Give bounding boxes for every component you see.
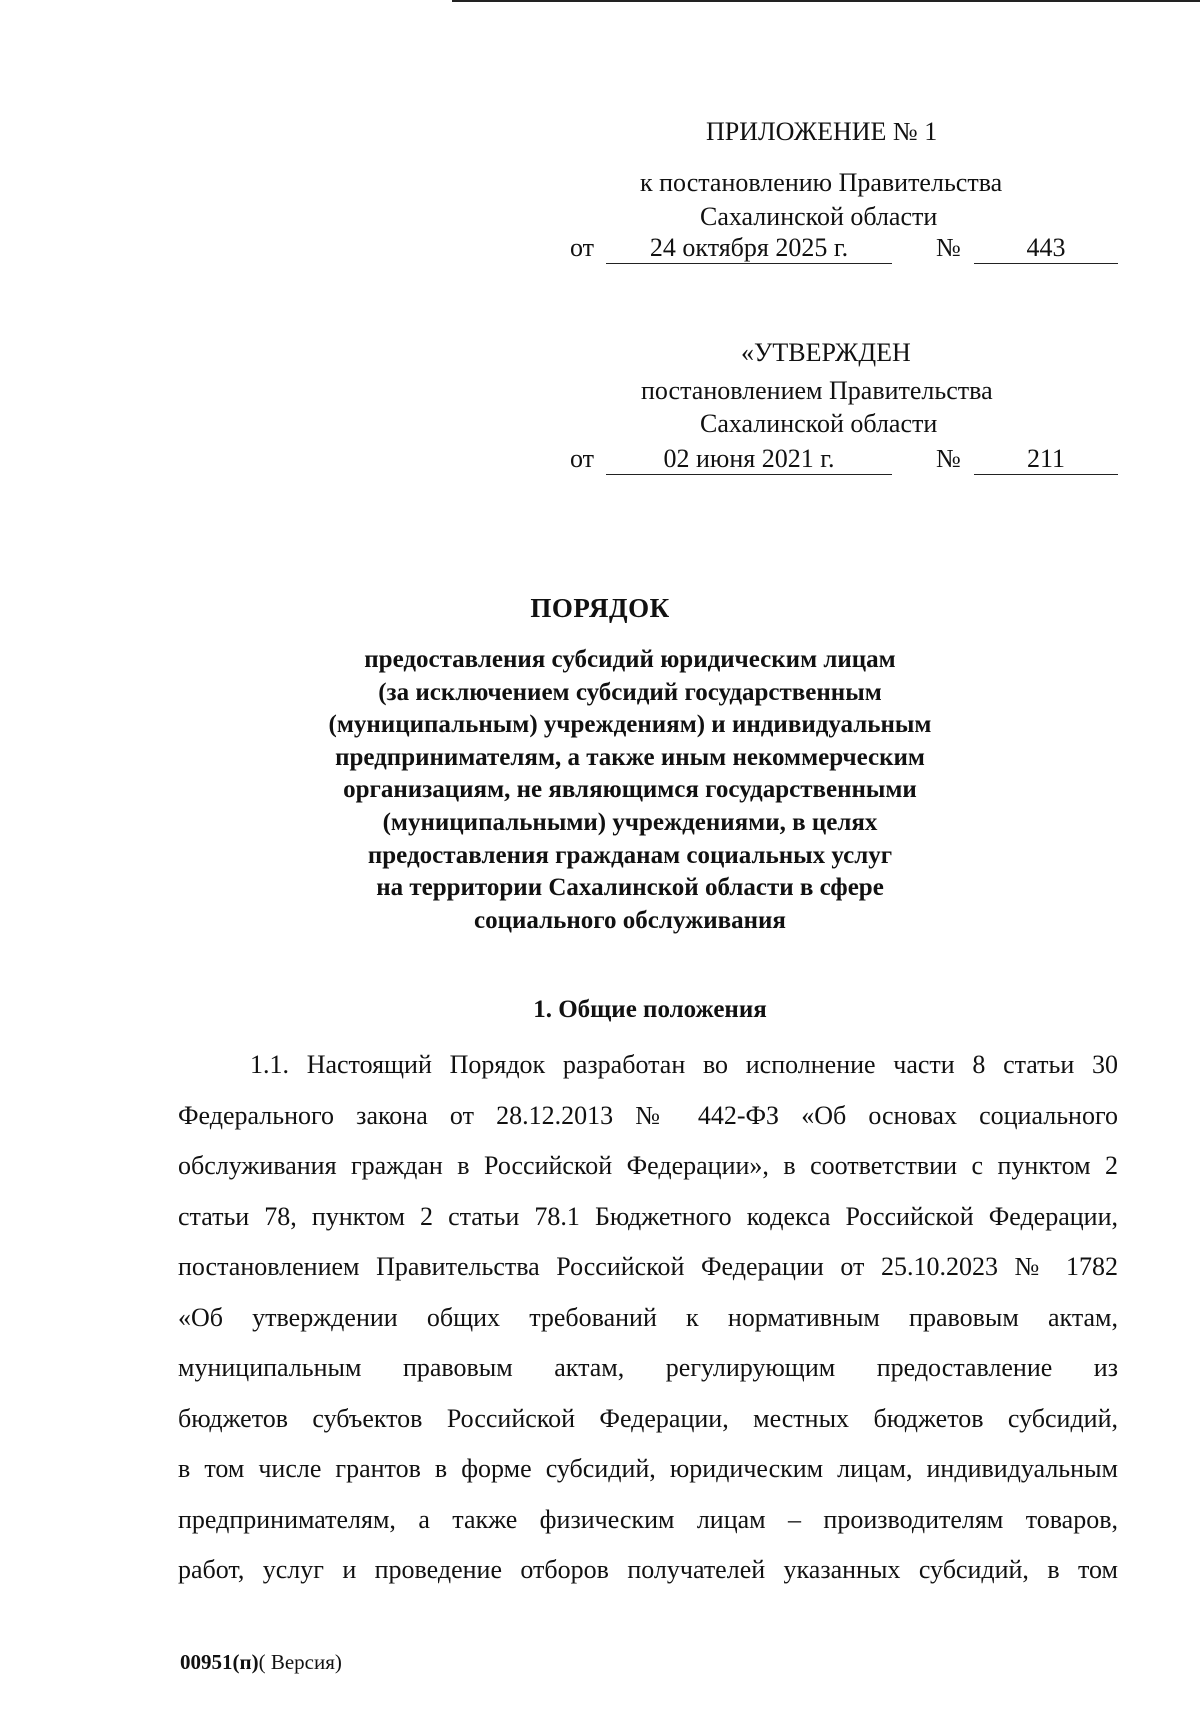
subtitle-line: социального обслуживания — [474, 906, 786, 934]
section-heading: 1. Общие положения — [533, 996, 767, 1023]
approved-line-1: постановлением Правительства — [641, 376, 993, 405]
from-label: от — [570, 233, 595, 262]
document-subtitle — [280, 644, 980, 937]
subtitle-line: (за исключением субсидий государственным — [378, 678, 882, 706]
resolution-line-1: к постановлению Правительства — [640, 168, 1003, 197]
approved-number: 211 — [974, 443, 1118, 475]
document-footer — [180, 1650, 342, 1675]
subtitle-line: предпринимателям, а также иным некоммерческим — [335, 743, 925, 771]
body-line: работ, услуг и проведение отборов получателей указанных субсидий, в том — [178, 1555, 1118, 1584]
approved-title: «УТВЕРЖДЕН — [741, 338, 911, 367]
subtitle-line: на территории Сахалинской области в сфере — [376, 874, 884, 902]
subtitle-line: (муниципальными) учреждениями, в целях — [382, 808, 878, 836]
subtitle-line: предоставления субсидий юридическим лицам — [364, 646, 896, 673]
document-code: 00951(п) — [180, 1650, 259, 1674]
body-line: бюджетов субъектов Российской Федерации, местных бюджетов субсидий, — [178, 1403, 1118, 1433]
body-line: статьи 78, пунктом 2 статьи 78.1 Бюджетного кодекса Российской Федерации, — [178, 1201, 1118, 1231]
body-line: «Об утверждении общих требований к нормативным правовым актам, — [178, 1302, 1118, 1332]
body-line: муниципальным правовым актам, регулирующим предоставление из — [178, 1353, 1118, 1382]
appendix-title: ПРИЛОЖЕНИЕ № 1 — [706, 117, 938, 146]
body-line: постановлением Правительства Российской Федерации от 25.10.2023 № 1782 — [178, 1252, 1118, 1281]
body-paragraph — [178, 1050, 1118, 1606]
appendix-date-row — [570, 232, 1120, 266]
body-line: обслуживания граждан в Российской Федерации», в соответствии с пунктом 2 — [178, 1151, 1118, 1180]
body-line: Федерального закона от 28.12.2013 № 442-ФЗ «Об основах социального — [178, 1100, 1118, 1130]
document-version: ( Версия) — [258, 1650, 342, 1674]
subtitle-line: организациям, не являющимся государственными — [343, 776, 917, 804]
resolution-line-2: Сахалинской области — [700, 202, 938, 231]
subtitle-line: (муниципальным) учреждениям) и индивидуальным — [328, 711, 932, 739]
approved-date: 02 июня 2021 г. — [606, 443, 892, 475]
subtitle-line: предоставления гражданам социальных услуг — [367, 841, 893, 869]
number-label: № — [936, 444, 961, 473]
approved-line-2: Сахалинской области — [700, 409, 938, 438]
body-line: предпринимателям, а также физическим лицам – производителям товаров, — [178, 1504, 1118, 1534]
body-line: в том числе грантов в форме субсидий, юридическим лицам, индивидуальным — [178, 1454, 1118, 1483]
body-line: 1.1. Настоящий Порядок разработан во исполнение части 8 статьи 30 — [250, 1050, 1118, 1079]
top-border-line — [452, 0, 1200, 2]
approved-date-row — [570, 443, 1120, 477]
appendix-date: 24 октября 2025 г. — [606, 232, 892, 264]
document-title: ПОРЯДОК — [530, 593, 670, 623]
from-label: от — [570, 444, 595, 473]
number-label: № — [936, 233, 961, 262]
appendix-number: 443 — [974, 232, 1118, 264]
